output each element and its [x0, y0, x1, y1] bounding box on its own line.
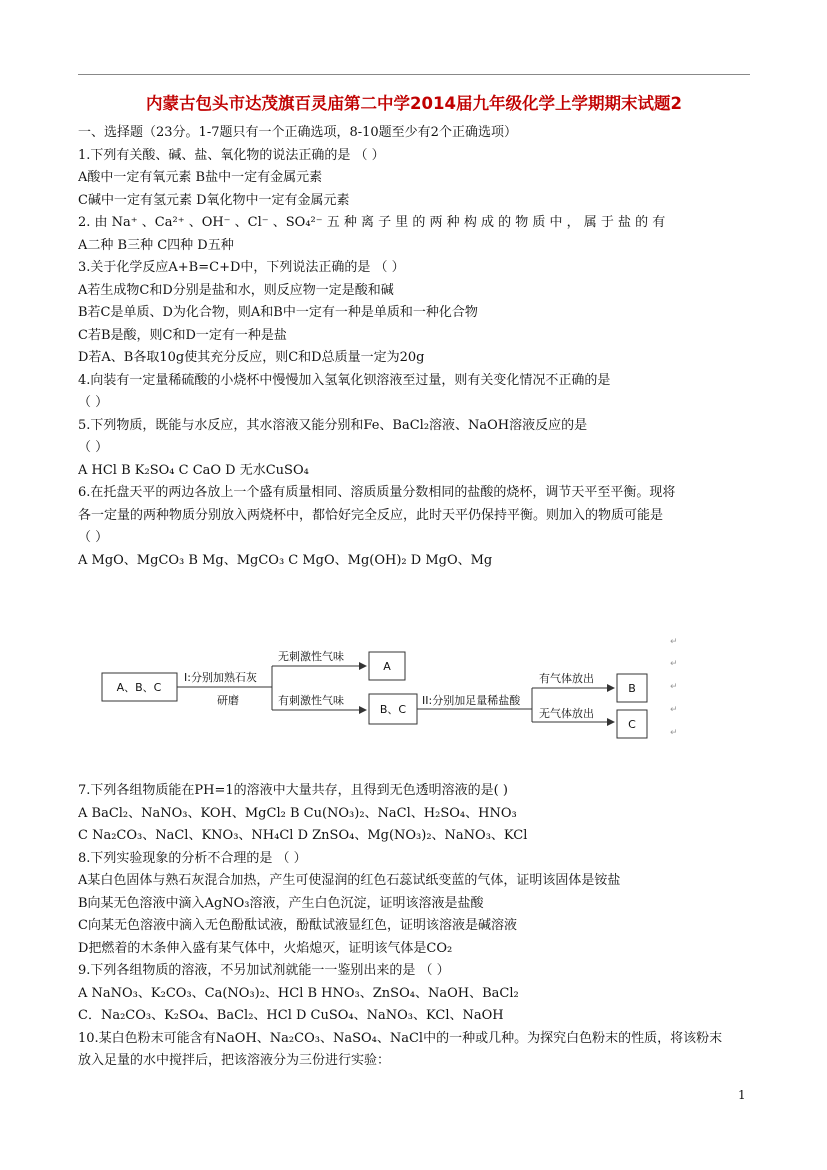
text-line: 6.在托盘天平的两边各放上一个盛有质量相同、溶质质量分数相同的盐酸的烧杯，调节天平至平衡。现将: [78, 485, 676, 500]
text-line: B向某无色溶液中滴入AgNO₃溶液，产生白色沉淀，证明该溶液是盐酸: [78, 895, 484, 911]
no-gas-label: 无气体放出: [539, 707, 594, 720]
text-line: 5.下列物质，既能与水反应，其水溶液又能分别和Fe、BaCl₂溶液、NaOH溶液反应的是: [78, 417, 588, 433]
text-line: C向某无色溶液中滴入无色酚酞试液，酚酞试液显红色，证明该溶液是碱溶液: [78, 918, 517, 933]
box-a-label: A: [383, 660, 391, 673]
text-line: 7.下列各组物质能在PH=1的溶液中大量共存，且得到无色透明溶液的是( ): [78, 783, 508, 798]
header-rule: [78, 74, 750, 75]
text-line: D把燃着的木条伸入盛有某气体中，火焰熄灭，证明该气体是CO₂: [78, 940, 453, 956]
text-line: A BaCl₂、NaNO₃、KOH、MgCl₂ B Cu(NO₃)₂、NaCl、H₂SO₄、HNO₃: [78, 805, 517, 821]
paragraph-mark-icon: ↵: [670, 728, 678, 738]
text-line: A MgO、MgCO₃ B Mg、MgCO₃ C MgO、Mg(OH)₂ D MgO、Mg: [78, 552, 493, 568]
text-line: 4.向装有一定量稀硫酸的小烧杯中慢慢加入氢氧化钡溶液至过量，则有关变化情况不正确的是: [78, 372, 611, 388]
text-line: A NaNO₃、K₂CO₃、Ca(NO₃)₂、HCl B HNO₃、ZnSO₄、NaOH、BaCl₂: [78, 985, 519, 1001]
text-line: A二种 B三种 C四种 D五种: [78, 237, 234, 253]
text-line: 10.某白色粉末可能含有NaOH、Na₂CO₃、NaSO₄、NaCl中的一种或几种。为探究白色粉末的性质，将该粉末: [78, 1030, 723, 1046]
text-line: B若C是单质、D为化合物，则A和B中一定有一种是单质和一种化合物: [78, 305, 478, 320]
paragraph-mark-icon: ↵: [670, 659, 678, 669]
paragraph-mark-icon: ↵: [670, 682, 678, 692]
paragraph-marks: [670, 637, 678, 738]
text-line: 2. 由 Na⁺ 、Ca²⁺ 、OH⁻ 、Cl⁻ 、SO₄²⁻ 五 种 离 子 里 的 两 种 构 成 的 物 质 中 ， 属 于 盐 的 有: [78, 215, 666, 230]
text-line: A HCl B K₂SO₄ C CaO D 无水CuSO₄: [78, 462, 309, 478]
text-line: 放入足量的水中搅拌后，把该溶液分为三份进行实验：: [78, 1053, 391, 1068]
text-line: 9.下列各组物质的溶液，不另加试剂就能一一鉴别出来的是 （ ）: [78, 963, 450, 978]
text-line: （ ）: [78, 395, 109, 410]
paragraph-mark-icon: ↵: [670, 637, 678, 647]
box-b-label: B: [628, 682, 636, 695]
step2-label: II:分别加足量稀盐酸: [422, 694, 521, 707]
flow-diagram: [92, 632, 692, 752]
text-line: A某白色固体与熟石灰混合加热，产生可使湿润的红色石蕊试纸变蓝的气体，证明该固体是铵盐: [78, 873, 621, 888]
text-line: （ ）: [78, 440, 109, 455]
text-line: C．Na₂CO₃、K₂SO₄、BaCl₂、HCl D CuSO₄、NaNO₃、KCl、NaOH: [78, 1008, 504, 1023]
text-line: 一、选择题（23分。1-7题只有一个正确选项，8-10题至少有2个正确选项）: [78, 125, 517, 140]
text-line: 3.关于化学反应A+B=C+D中，下列说法正确的是 （ ）: [78, 260, 405, 275]
gas-label: 有气体放出: [539, 672, 594, 685]
text-line: A若生成物C和D分别是盐和水，则反应物一定是酸和碱: [78, 282, 394, 298]
text-line: 1.下列有关酸、碱、盐、氧化物的说法正确的是 （ ）: [78, 147, 385, 163]
page-number: 1: [738, 1088, 746, 1102]
text-line: D若A、B各取10g使其充分反应，则C和D总质量一定为20g: [78, 350, 425, 365]
start-label: A、B、C: [116, 681, 162, 694]
text-line: 8.下列实验现象的分析不合理的是 （ ）: [78, 850, 307, 866]
grind-label: 研磨: [217, 694, 239, 707]
questions-bottom: [78, 780, 754, 1073]
text-line: （ ）: [78, 530, 109, 545]
paragraph-mark-icon: ↵: [670, 705, 678, 715]
box-bc-label: B、C: [379, 703, 407, 716]
box-c-label: C: [628, 718, 636, 731]
questions-top: [78, 122, 754, 572]
text-line: A酸中一定有氧元素 B盐中一定有金属元素: [78, 170, 323, 185]
text-line: C碱中一定有氢元素 D氧化物中一定有金属元素: [78, 192, 350, 208]
text-line: C若B是酸，则C和D一定有一种是盐: [78, 327, 287, 343]
smell-label: 有刺激性气味: [278, 694, 344, 707]
step1-label: I:分别加熟石灰: [184, 671, 257, 684]
page-title: 内蒙古包头市达茂旗百灵庙第二中学2014届九年级化学上学期期末试题2: [146, 94, 682, 113]
text-line: 各一定量的两种物质分别放入两烧杯中，都恰好完全反应，此时天平仍保持平衡。则加入的物质可能是: [78, 507, 664, 523]
text-line: C Na₂CO₃、NaCl、KNO₃、NH₄Cl D ZnSO₄、Mg(NO₃)₂、NaNO₃、KCl: [78, 828, 528, 843]
no-smell-label: 无刺激性气味: [278, 650, 344, 663]
